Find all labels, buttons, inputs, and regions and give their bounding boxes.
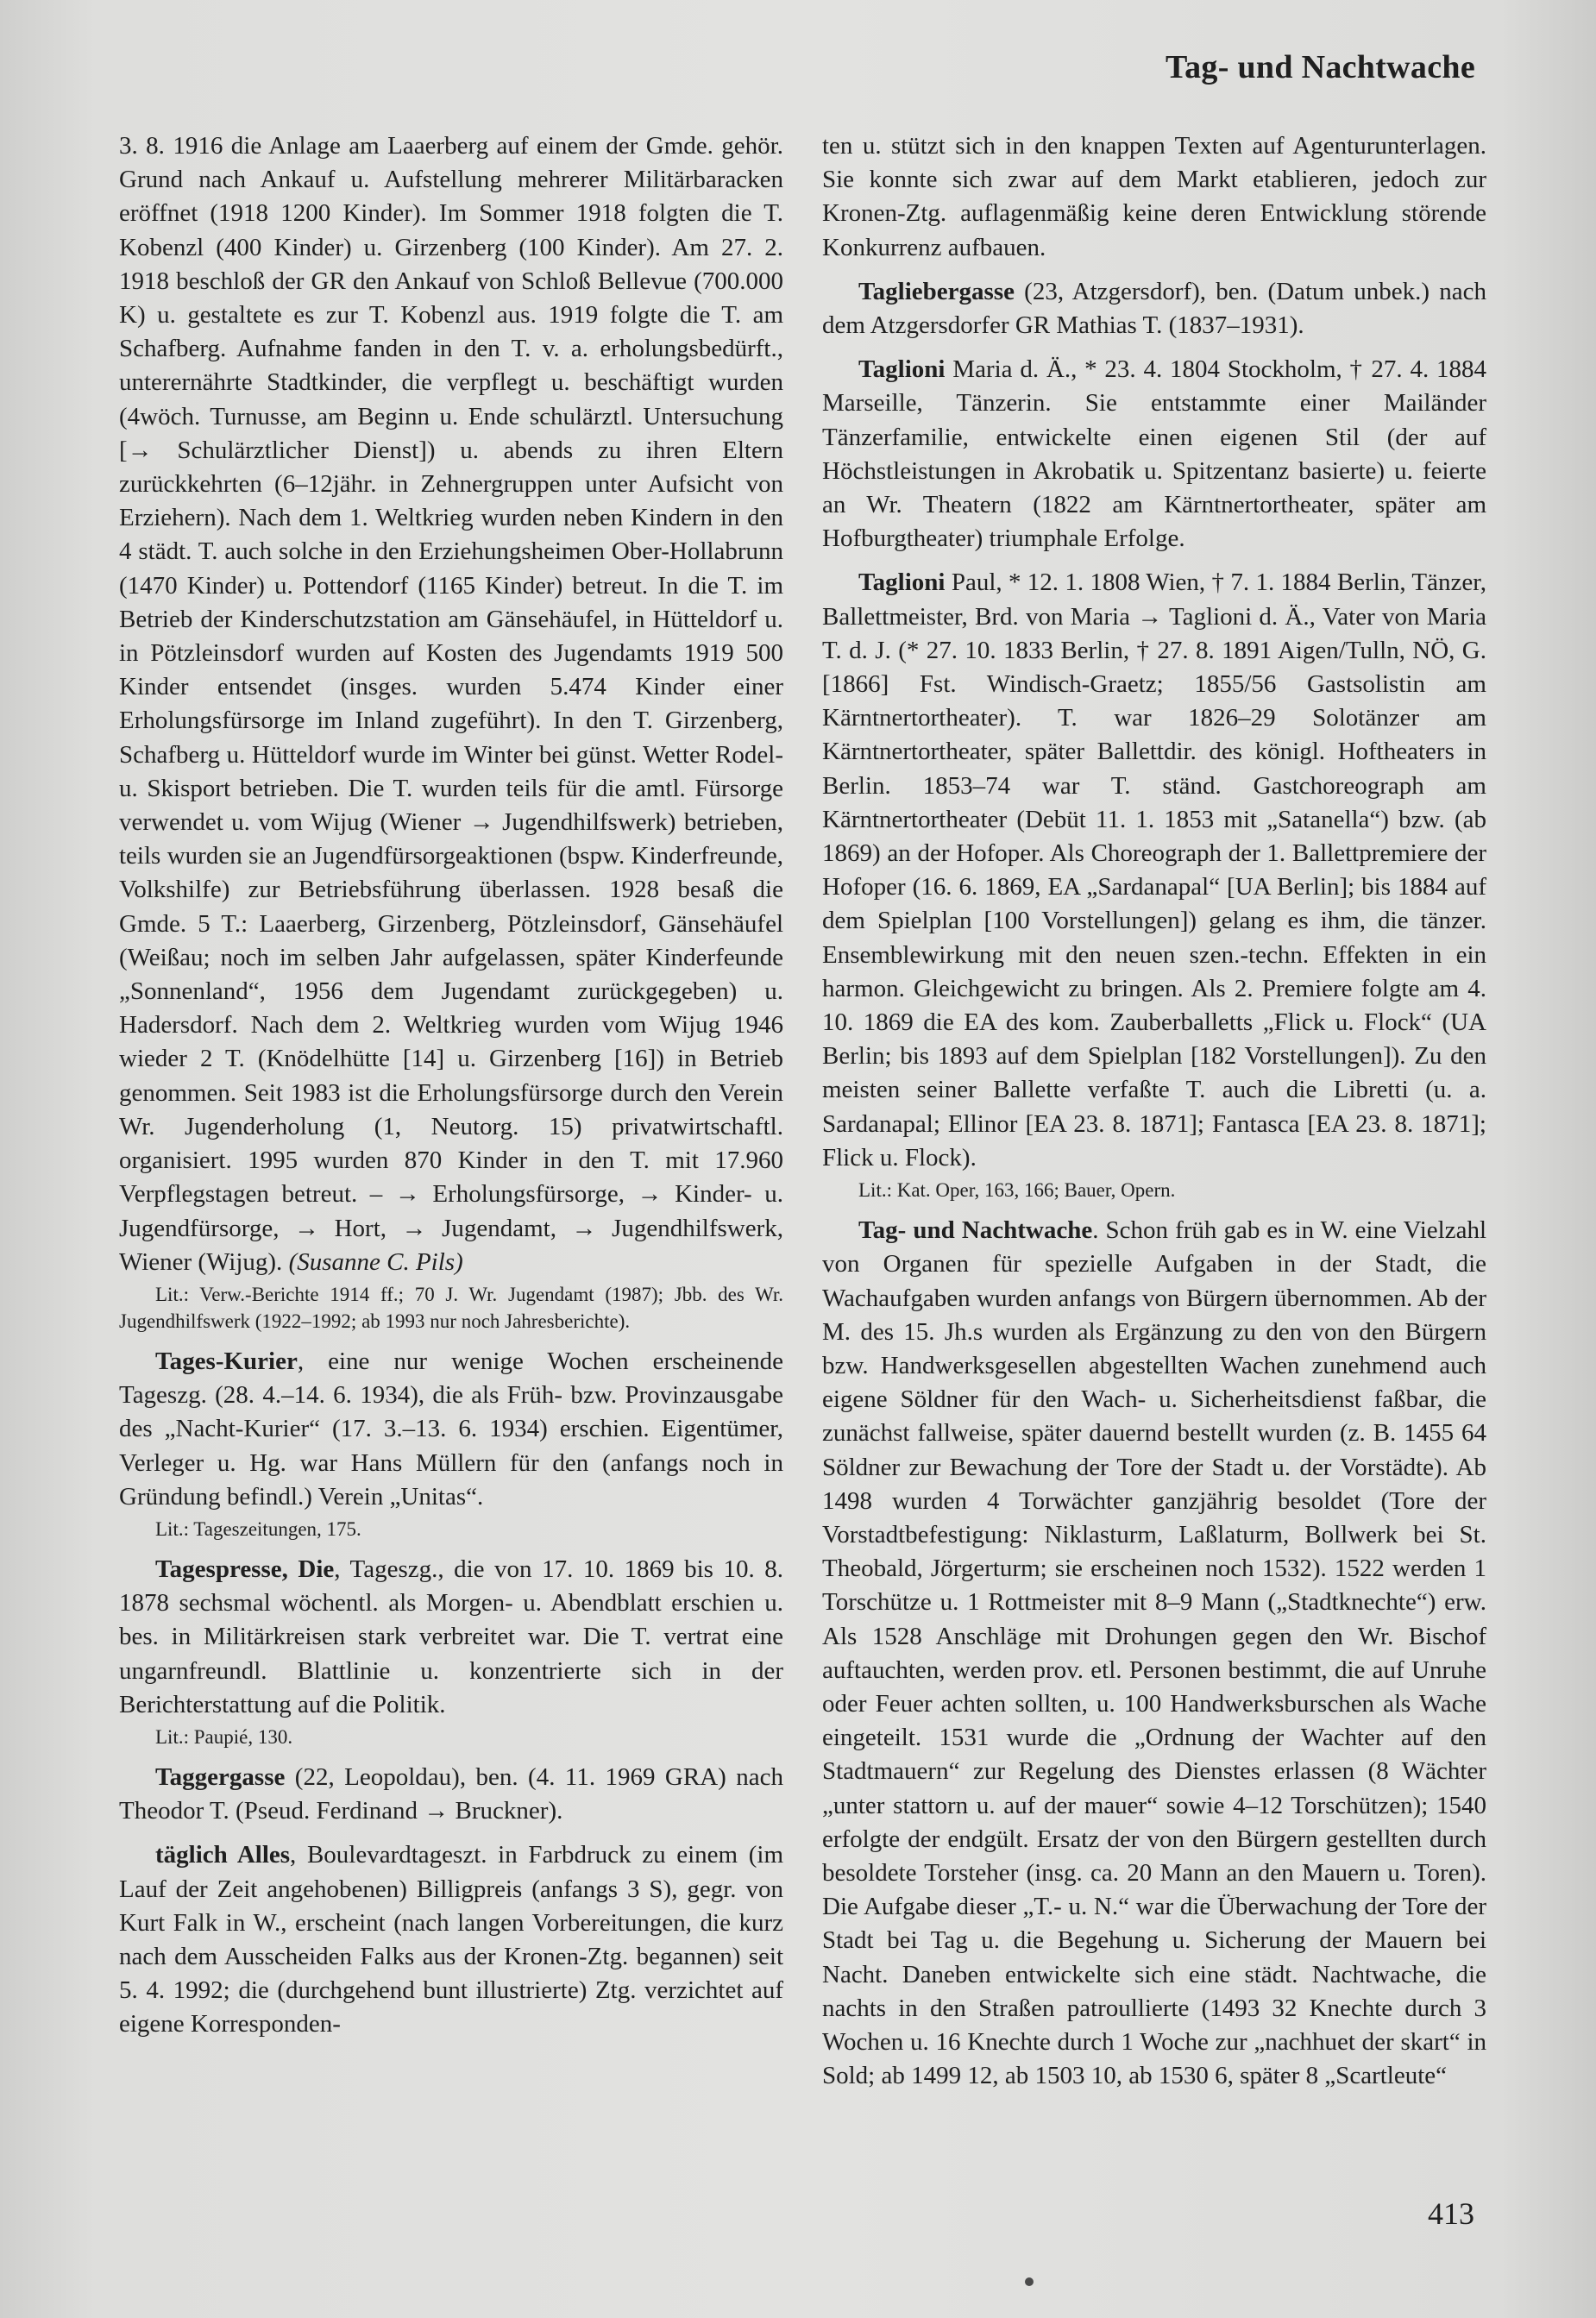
lexicon-entry: [822, 275, 1486, 342]
entry-lemma: täglich Alles: [155, 1841, 291, 1869]
entry-continuation: [822, 129, 1486, 265]
lexicon-entry: [822, 1214, 1486, 2093]
lexicon-entry: [119, 1838, 783, 2041]
entry-text: . Schon früh gab es in W. eine Vielzahl von Organen für spezielle Aufgaben in der Stadt, die Wachaufgaben wurden anfangs von Bürgern übernommen. Ab der M. des 15. Jh.s wurden als Ergänzung zu den von den Bürgern bzw. Handwerksgesellen abgestellten Wachen zunehmend auch eigene Söldner für den Wach- u. Sicherheitsdienst faßbar, die zunächst fallweise, später dauernd bestellt wurden (z. B. 1455 64 Söldner zur Bewachung der Tore der Stadt u. der Vorstädte). Ab 1498 wurden 4 Torwächter ganzjährig besoldet (Tore der Vorstadtbefestigung: Niklasturm, Laßlaturm, Bollwerk bei St. Theobald, Jörgerturm; sie erscheinen noch 1532). 1522 werden 1 Torschütze u. 1 Rottmeister mit 8–9 Mann („Stadtknechte“) erw. Als 1528 Anschläge mit Drohungen gegen den Wr. Bischof auftauchten, werden prov. etl. Personen bestimmt, die auf Unruhe oder Feuer achten sollten, u. 100 Handwerksburschen als Wache eingeteilt. 1531 wurde die „Ordnung der Wachter auf den Stadtmauern“ zur Regelung des Dienstes erlassen (8 Wächter „unter stattorn u. auf der mauer“ sowie 4–12 Torschützen); 1540 erfolgte der endgült. Ersatz der von den Bürgern gestellten durch besoldete Torsteher (insg. ca. 20 Mann an den Mauern u. Toren). Die Aufgabe dieser „T.- u. N.“ war die Überwachung der Tore der Stadt bei Tag u. die Begehung u. Sicherung der Mauern bei Nacht. Daneben entwickelte sich eine städt. Nachtwache, die nachts in den Straßen patroullierte (1493 32 Knechte durch 3 Wochen u. 16 Knechte durch 1 Woche zur „nachhuet der skart“ in Sold; ab 1499 12, ab 1503 10, ab 1530 6, später 8 „Scartleute“: [822, 1216, 1486, 2090]
author-signature: (Susanne C. Pils): [288, 1247, 463, 1276]
left-column: [119, 129, 783, 2042]
entry-text: (23, Atzgersdorf), ben. (Datum unbek.) nach dem Atzgersdorfer GR Mathias T. (1837–1931).: [822, 277, 1486, 340]
literature-reference: Lit.: Verw.-Berichte 1914 ff.; 70 J. Wr. Jugendamt (1987); Jbb. des Wr. Jugendhilfswerk (1922–1992; ab 1993 nur noch Jahresberichte).: [119, 1283, 783, 1332]
entry-text: , eine nur wenige Wochen erscheinende Tageszg. (28. 4.–14. 6. 1934), die als Früh- bzw. Provinzausgabe des „Nacht-Kurier“ (17. 3.–13. 6. 1934) erschien. Eigentümer, Verleger u. Hg. war Hans Müllern für den (anfangs noch in Gründung befindl.) Verein „Unitas“.: [119, 1347, 783, 1511]
entry-text: ten u. stützt sich in den knappen Texten auf Agenturunterlagen. Sie konnte sich zwar auf dem Markt etablieren, jedoch zur Kronen-Ztg. auflagenmäßig keine deren Entwicklung störende Konkurrenz aufbauen.: [822, 132, 1486, 261]
entry-lemma: Tag- und Nachtwache: [858, 1216, 1093, 1245]
entry-lemma: Tagliebergasse: [858, 277, 1015, 305]
entry-text: 3. 8. 1916 die Anlage am Laaerberg auf einem der Gmde. gehör. Grund nach Ankauf u. Aufstellung mehrerer Militärbaracken eröffnet (1918 1200 Kinder). Im Sommer 1918 folgten die T. Kobenzl (400 Kinder) u. Girzenberg (100 Kinder). Am 27. 2. 1918 beschloß der GR den Ankauf von Schloß Bellevue (700.000 K) u. gestaltete es zur T. Kobenzl aus. 1919 folgte die T. am Schafberg. Aufnahme fanden in den T. v. a. erholungsbedürft., unterernährte Stadtkinder, die verpflegt u. beschäftigt wurden (4wöch. Turnusse, am Beginn u. Ende schulärztl. Untersuchung [→ Schulärztlicher Dienst]) u. abends zu ihren Eltern zurückkehrten (6–12jähr. in Zehnergruppen unter Aufsicht von Erziehern). Nach dem 1. Weltkrieg wurden neben Kindern in den 4 städt. T. auch solche in den Erziehungsheimen Ober-Hollabrunn (1470 Kinder) u. Pottendorf (1165 Kinder) betreut. In die T. im Betrieb der Kinderschutzstation am Gänsehäufel, in Hütteldorf u. in Pötzleinsdorf wurden auf Kosten des Jugendamts 1919 500 Kinder entsendet (insges. wurden 5.474 Kinder einer Erholungsfürsorge im Inland zugeführt). In den T. Girzenberg, Schafberg u. Hütteldorf wurde im Winter bei günst. Wetter Rodel- u. Skisport betrieben. Die T. wurden teils für die amtl. Fürsorge verwendet u. vom Wijug (Wiener → Jugendhilfswerk) betrieben, teils wurden sie an Jugendfürsorgeaktionen (bspw. Kinderfreunde, Volkshilfe) zur Betriebsführung überlassen. 1928 besaß die Gmde. 5 T.: Laaerberg, Girzenberg, Pötzleinsdorf, Gänsehäufel (Weißau; noch im selben Jahr aufgelassen, später Kinderfeunde „Sonnenland“, 1956 dem Jugendamt zurückgegeben) u. Hadersdorf. Nach dem 2. Weltkrieg wurden vom Wijug 1946 wieder 2 T. (Knödelhütte [14] u. Girzenberg [16]) in Betrieb genommen. Seit 1983 ist die Erholungsfürsorge durch den Verein Wr. Jugenderholung (1, Neutorg. 15) privatwirtschaftl. organisiert. 1995 wurden 870 Kinder in den T. mit 17.960 Verpflegstagen betreut. – → Erholungsfürsorge, → Kinder- u. Jugendfürsorge, → Hort, → Jugendamt, → Jugendhilfswerk, Wiener (Wijug).: [119, 132, 783, 1276]
print-speck: [1025, 2277, 1034, 2286]
entry-text: , Boulevardtageszt. in Farbdruck zu einem (im Lauf der Zeit angehobenen) Billigpreis (anfangs 3 S), gegr. von Kurt Falk in W., erscheint (nach langen Vorbereitungen, die kurz nach dem Ausscheiden Falks aus der Kronen-Ztg. begannen) seit 5. 4. 1992; die (durchgehend bunt illustrierte) Ztg. verzichtet auf eigene Korresponden-: [119, 1841, 784, 2038]
entry-lemma: Taglioni: [858, 569, 946, 597]
entry-text: , Tageszg., die von 17. 10. 1869 bis 10. 8. 1878 sechsmal wöchentl. als Morgen- u. Abendblatt erschien u. bes. in Militärkreisen stark verbreitet war. Die T. vertrat eine ungarnfreundl. Blattlinie u. konzentrierte sich in der Berichterstattung auf die Politik.: [119, 1555, 783, 1718]
entry-lemma: Taglioni: [858, 355, 946, 384]
literature-reference: Lit.: Paupié, 130.: [155, 1725, 293, 1748]
lexicon-entry: [119, 1553, 783, 1722]
literature-reference: Lit.: Tageszeitungen, 175.: [155, 1517, 361, 1540]
entry-lemma: Tages-Kurier: [155, 1347, 298, 1375]
right-column: [822, 129, 1486, 2093]
entry-text: Maria d. Ä., * 23. 4. 1804 Stockholm, † 27. 4. 1884 Marseille, Tänzerin. Sie entstammte einer Mailänder Tänzerfamilie, entwickelte einen eigenen Stil (der auf Höchstleistungen in Akrobatik u. Spitzentanz basierte) u. feierte an Wr. Theatern (1822 am Kärntnertortheater, später am Hofburgtheater) triumphale Erfolge.: [822, 355, 1486, 553]
literature-reference: Lit.: Kat. Oper, 163, 166; Bauer, Opern.: [858, 1179, 1176, 1202]
lexicon-entry: [822, 566, 1486, 1175]
running-header: Tag- und Nachtwache: [1165, 49, 1475, 85]
page-number: 413: [1428, 2196, 1474, 2231]
entry-text: Paul, * 12. 1. 1808 Wien, † 7. 1. 1884 Berlin, Tänzer, Ballettmeister, Brd. von Maria → Taglioni d. Ä., Vater von Maria T. d. J. (* 27. 10. 1833 Berlin, † 27. 8. 1891 Aigen/Tulln, NÖ, G. [1866] Fst. Windisch-Graetz; 1855/56 Gastsolistin am Kärntnertortheater). T. war 1826–29 Solotänzer am Kärntnertortheater, später Ballettdir. des königl. Hoftheaters in Berlin. 1853–74 war T. ständ. Gastchoreograph am Kärntnertortheater (Debüt 11. 1. 1853 mit „Satanella“) bzw. (ab 1869) an der Hofoper. Als Choreograph der 1. Ballettpremiere der Hofoper (16. 6. 1869, EA „Sardanapal“ [UA Berlin]; bis 1884 auf dem Spielplan [100 Vorstellungen]) gelang es ihm, die tänzer. Ensemblewirkung mit den neuen szen.-techn. Effekten in ein harmon. Gleichgewicht zu bringen. Als 2. Premiere folgte am 4. 10. 1869 die EA des kom. Zauberballetts „Flick u. Flock“ (UA Berlin; bis 1893 auf dem Spielplan [182 Vorstellungen]). Zu den meisten seiner Ballette verfaßte T. auch die Libretti (u. a. Sardanapal; Ellinor [EA 23. 8. 1871]; Fantasca [EA 23. 8. 1871]; Flick u. Flock).: [822, 569, 1486, 1172]
entry-lemma: Taggergasse: [155, 1762, 286, 1791]
lexicon-entry: [119, 1761, 783, 1828]
lexicon-entry: [822, 353, 1486, 556]
lexicon-entry: [119, 1345, 783, 1514]
entry-lemma: Tagespresse, Die: [155, 1555, 335, 1583]
entry-text: (22, Leopoldau), ben. (4. 11. 1969 GRA) nach Theodor T. (Pseud. Ferdinand → Bruckner).: [119, 1762, 783, 1825]
entry-continuation: [119, 129, 783, 1279]
